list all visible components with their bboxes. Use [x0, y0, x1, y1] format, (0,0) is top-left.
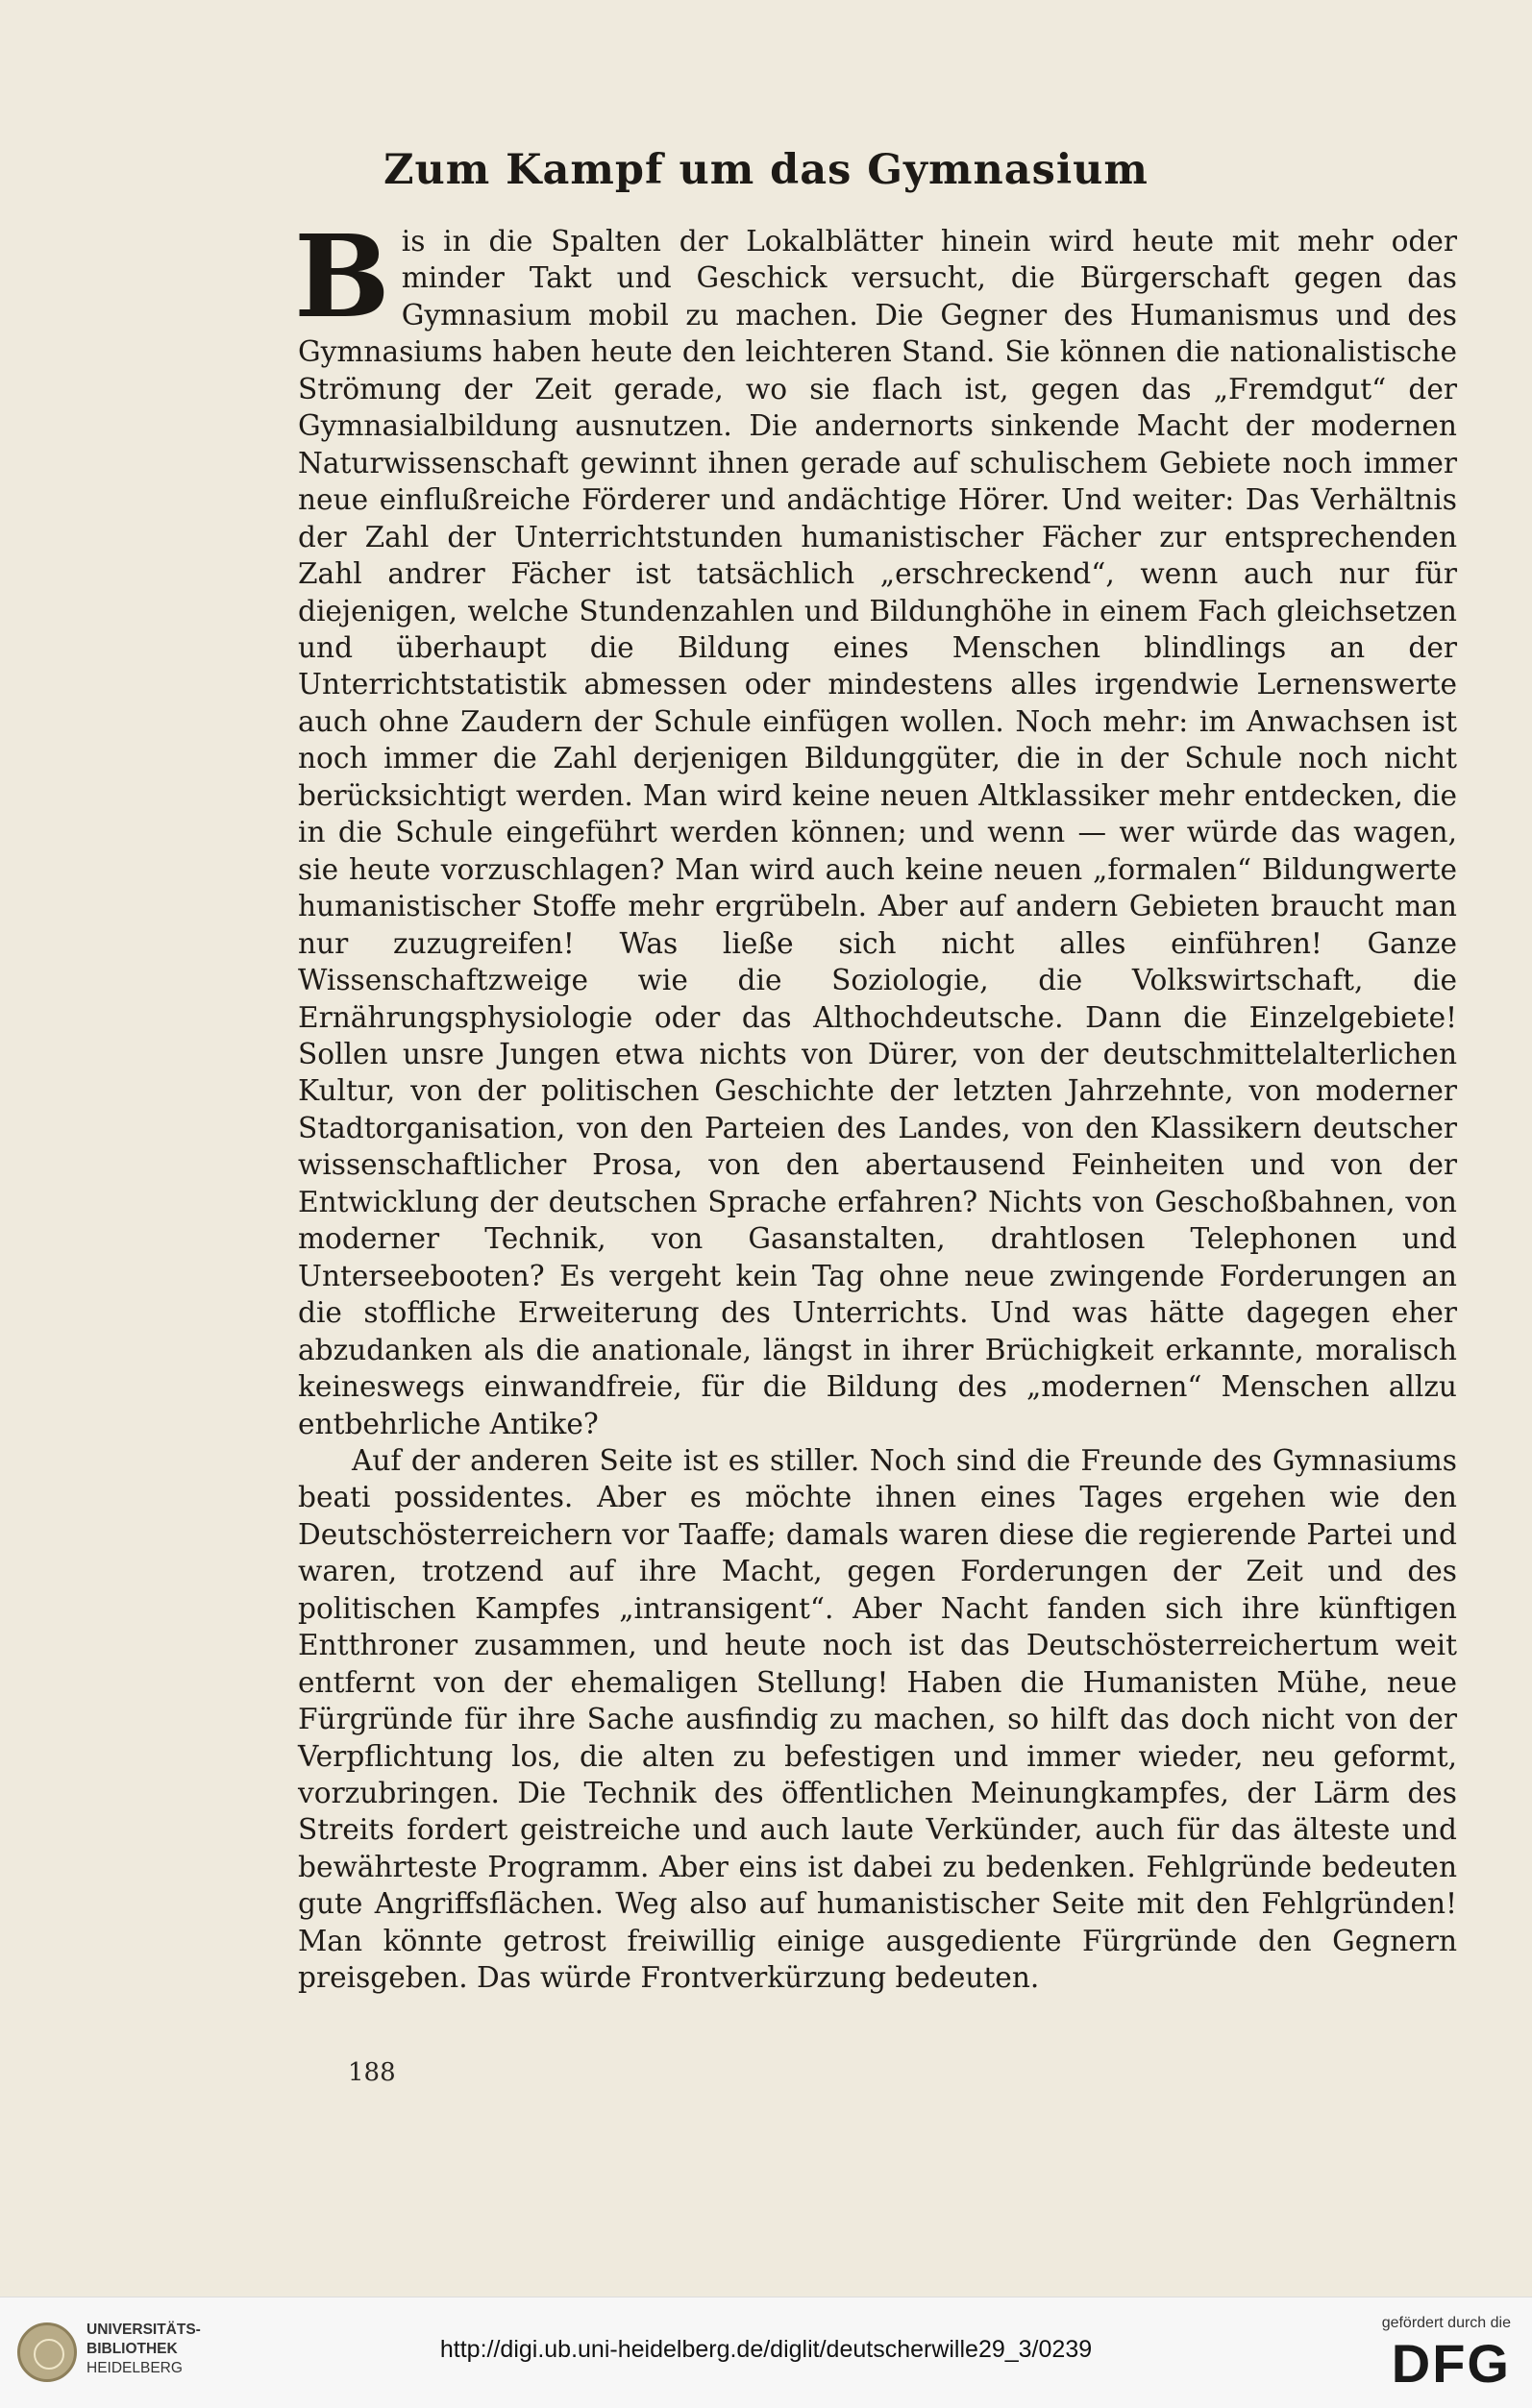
library-name-line-1: UNIVERSITÄTS-: [86, 2322, 201, 2338]
library-name-line-2: BIBLIOTHEK: [86, 2341, 178, 2357]
page-title: Zum Kampf um das Gymnasium: [383, 146, 1149, 194]
drop-cap: B: [294, 209, 390, 343]
paragraph-1: [294, 209, 1457, 1442]
funder-block[interactable]: [1319, 2315, 1511, 2401]
library-name-line-3: HEIDELBERG: [86, 2360, 183, 2376]
article-body: [294, 209, 1457, 1997]
page-number: 188: [348, 2058, 396, 2087]
viewer-footer: [0, 2297, 1532, 2408]
dfg-logo: DFG: [1391, 2333, 1511, 2394]
paragraph-2: Auf der anderen Seite ist es stiller. Noch sind die Freunde des Gymnasiums beati possidentes. Aber es möchte ihnen eines Tages ergehen wie den Deutschösterreichern vor Taaffe; damals waren diese die regierende Partei und waren, trotzend auf ihre Macht, gegen Forderungen der Zeit und des politischen Kampfes „intransigent“. Aber Nacht fanden sich ihre künftigen Entthroner zusammen, und heute noch ist das Deutschösterreichertum weit entfernt von der ehemaligen Stellung! Haben die Humanisten Mühe, neue Fürgründe für ihre Sache ausfindig zu machen, so hilft das doch nicht von der Verpflichtung los, die alten zu befestigen und immer wieder, neu geformt, vorzubringen. Die Technik des öffentlichen Meinungkampfes, der Lärm des Streits fordert geistreiche und auch laute Verkünder, auch für das älteste und bewährteste Programm. Aber eins ist dabei zu bedenken. Fehlgründe bedeuten gute Angriffsflächen. Weg also auf humanistischer Seite mit den Fehlgründen! Man könnte getrost freiwillig einige ausgediente Fürgründe den Gegnern preisgeben. Das würde Frontverkürzung bedeuten.: [298, 1443, 1457, 1995]
funding-label: gefördert durch die: [1381, 2315, 1511, 2331]
source-url-link[interactable]: http://digi.ub.uni-heidelberg.de/diglit/deutscherwille29_3/0239: [439, 2336, 1093, 2363]
paragraph-1-text: is in die Spalten der Lokalblätter hinein wird heute mit mehr oder minder Takt und Geschick versucht, die Bürgerschaft gegen das Gymnasium mobil zu machen. Die Gegner des Humanismus und des Gymnasiums haben heute den leichteren Stand. Sie können die nationalistische Strömung der Zeit gerade, wo sie flach ist, gegen das „Fremdgut“ der Gymnasialbildung ausnutzen. Die andernorts sinkende Macht der modernen Naturwissenschaft gewinnt ihnen gerade auf schulischem Gebiete noch immer neue einflußreiche Förderer und andächtige Hörer. Und weiter: Das Verhältnis der Zahl der Unterrichtstunden humanistischer Fächer zur entsprechenden Zahl andrer Fächer ist tatsächlich „erschreckend“, wenn auch nur für diejenigen, welche Stundenzahlen und Bildunghöhe in einem Fach gleichsetzen und überhaupt die Bildung eines Menschen blindlings an der Unterrichtstatistik abmessen oder mindestens alles irgendwie Lernenswerte auch ohne Zaudern der Schule einfügen wollen. Noch mehr: im Anwachsen ist noch immer die Zahl derjenigen Bildunggüter, die in der Schule noch nicht berücksichtigt werden. Man wird keine neuen Altklassiker mehr entdecken, die in die Schule eingeführt werden können; und wenn — wer würde das wagen, sie heute vorzuschlagen? Man wird auch keine neuen „formalen“ Bildungwerte humanistischer Stoffe mehr ergrübeln. Aber auf andern Gebieten braucht man nur zuzugreifen! Was ließe sich nicht alles einführen! Ganze Wissenschaftzweige wie die Soziologie, die Volkswirtschaft, die Ernährungsphysiologie oder das Althochdeutsche. Dann die Einzelgebiete! Sollen unsre Jungen etwa nichts von Dürer, von der deutschmittelalterlichen Kultur, von der politischen Geschichte der letzten Jahrzehnte, von moderner Stadtorganisation, von den Parteien des Landes, von den Klassikern deutscher wissenschaftlicher Prosa, von den abertausend Feinheiten und von der Entwicklung der deutschen Sprache erfahren? Nichts von Geschoßbahnen, von moderner Technik, von Gasanstalten, drahtlosen Telephonen und Unterseebooten? Es vergeht kein Tag ohne neue zwingende Forderungen an die stoffliche Erweiterung des Unterrichts. Und was hätte dagegen eher abzudanken als die anationale, längst in ihrer Brüchigkeit erkannte, moralisch keineswegs einwandfreie, für die Bildung des „modernen“ Menschen allzu entbehrliche Antike?: [298, 225, 1457, 1440]
